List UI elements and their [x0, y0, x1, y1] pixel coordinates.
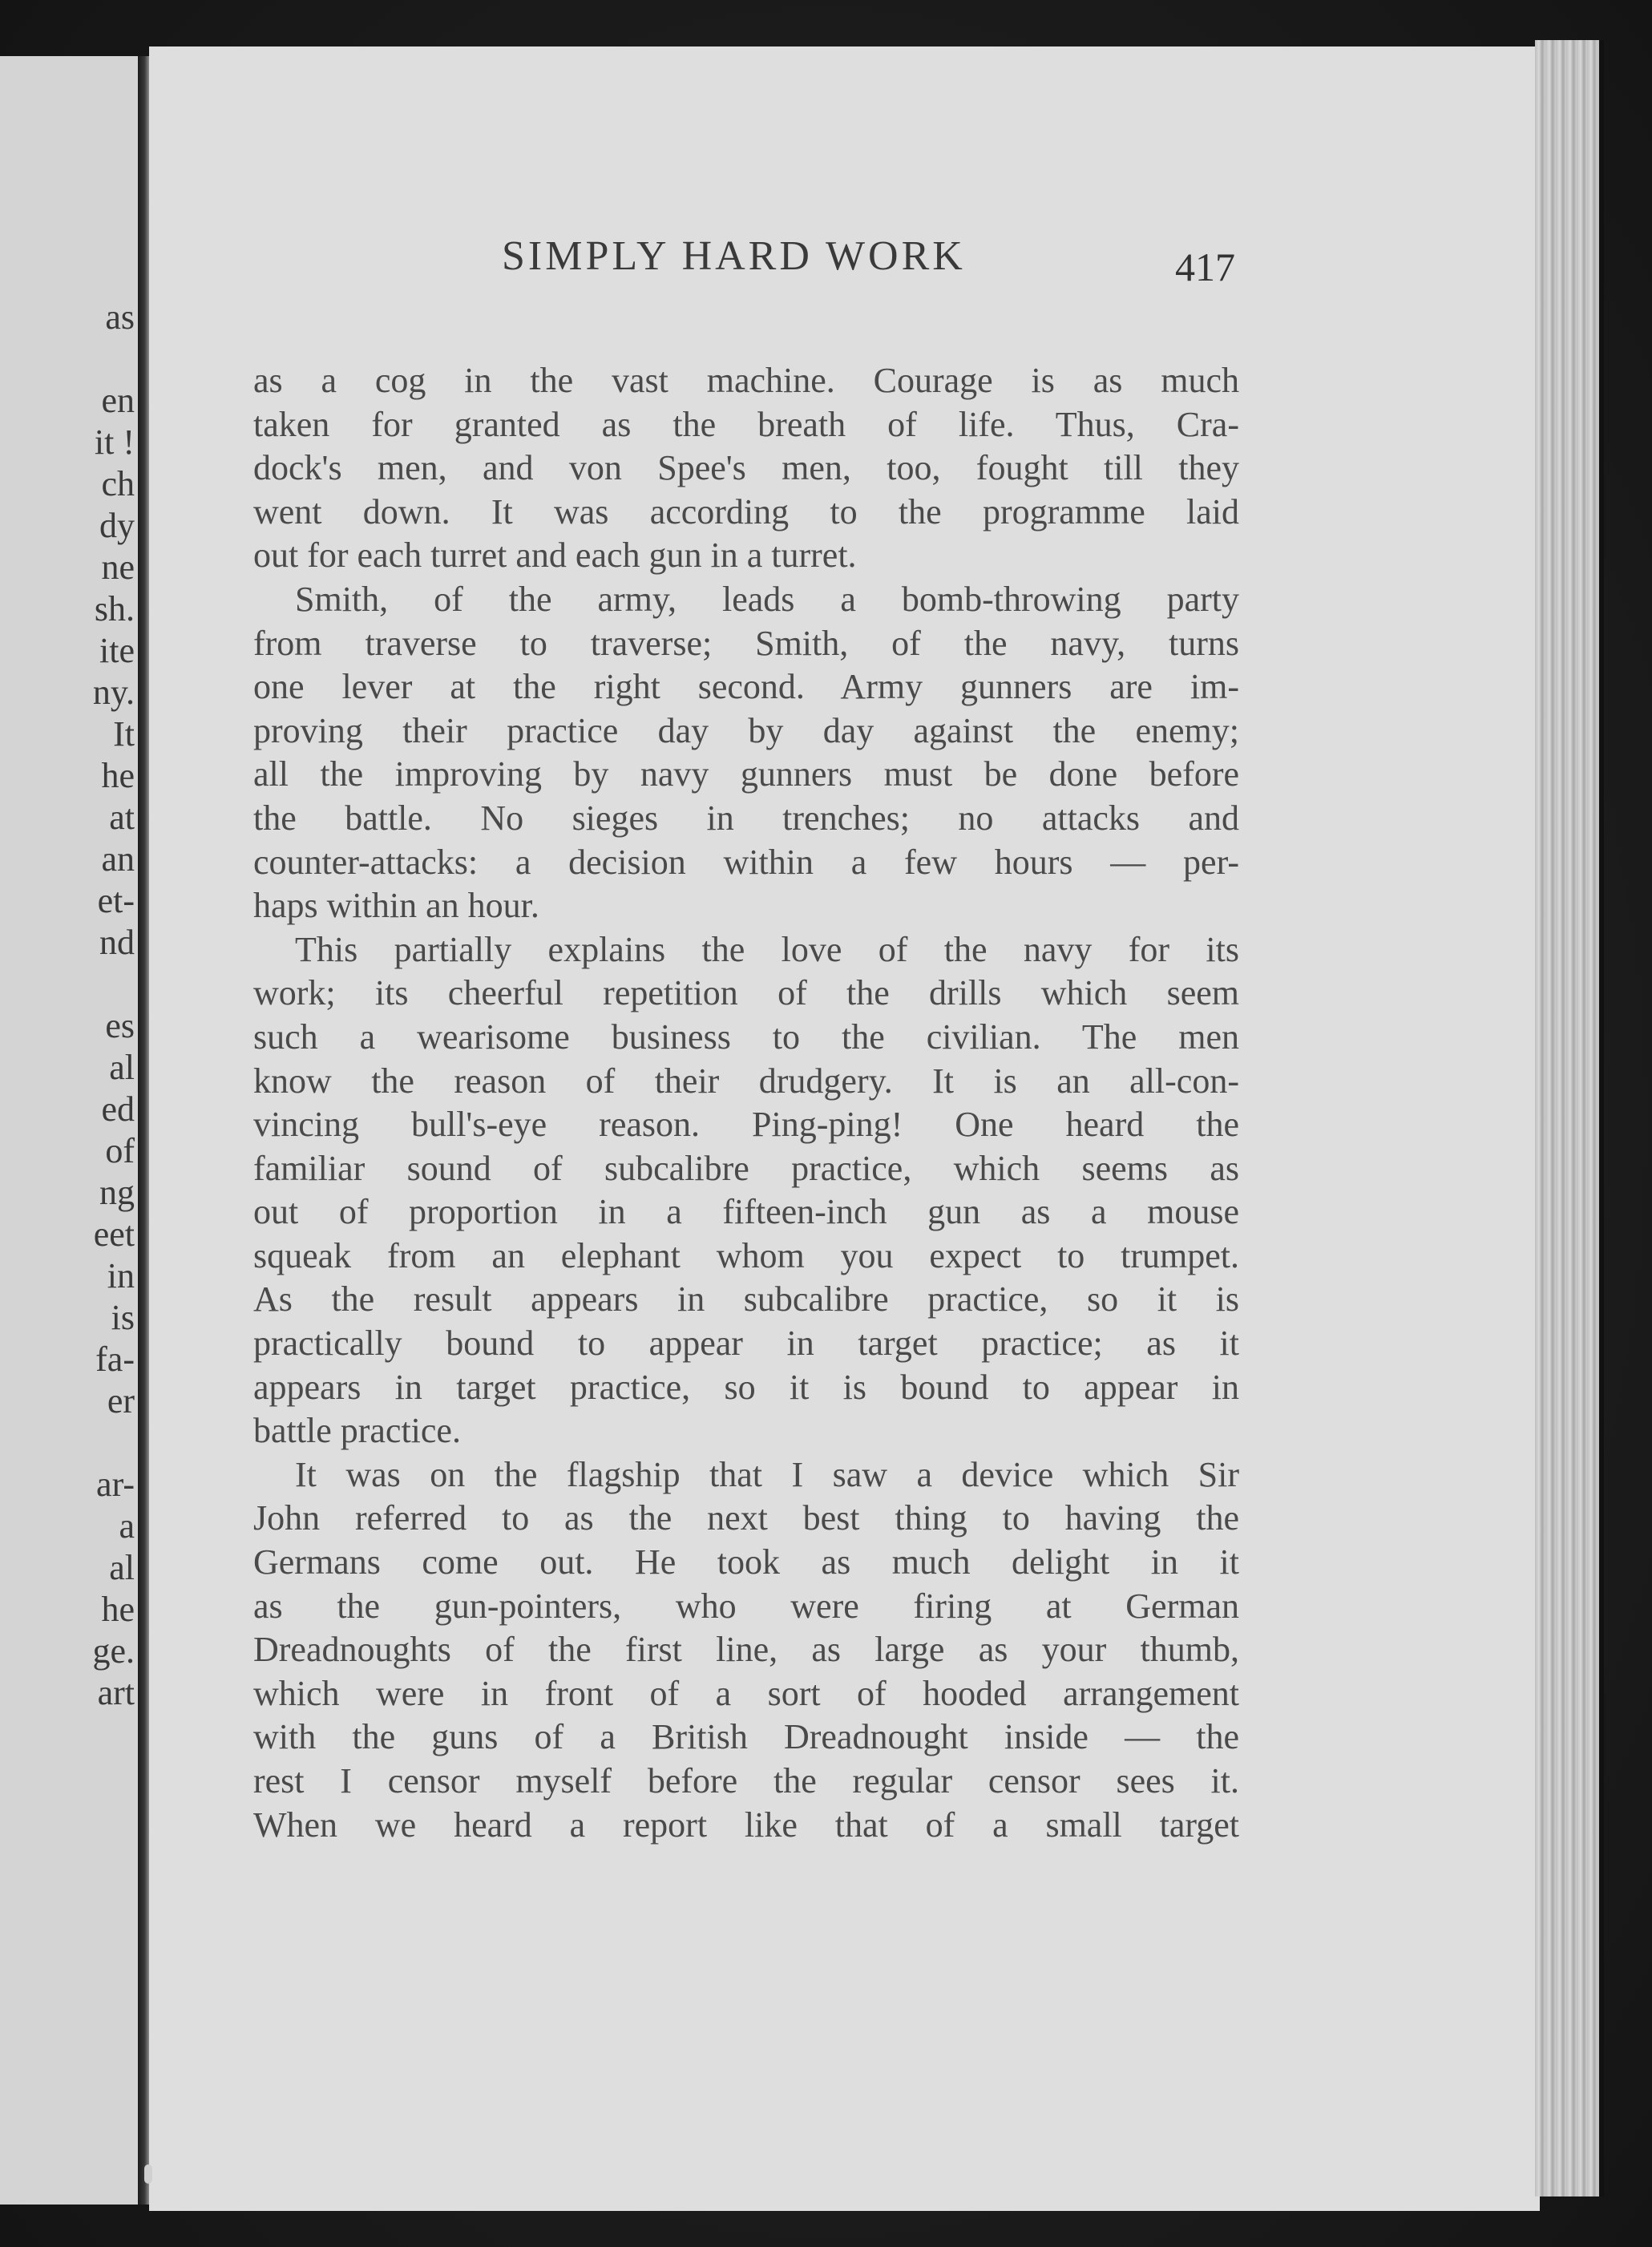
book-gutter — [138, 56, 149, 2205]
text-line: went down. It was according to the programme laid — [253, 491, 1239, 531]
text-line: It was on the flagship that I saw a device which Sir — [295, 1454, 1239, 1494]
facing-page-line: en — [101, 381, 135, 420]
text-line: practically bound to appear in target practice; as it — [253, 1324, 1239, 1364]
facing-page-line — [0, 1422, 135, 1464]
text-line: as the gun-pointers, who were firing at German — [253, 1586, 1239, 1626]
text-line: squeak from an elephant whom you expect to trumpet. — [253, 1235, 1239, 1275]
facing-page-line: at — [109, 798, 135, 837]
facing-page-line — [0, 338, 135, 380]
text-line: appears in target practice, so it is bound to appear in — [253, 1367, 1239, 1407]
text-line: Smith, of the army, leads a bomb-throwing party — [295, 579, 1239, 619]
text-line: the battle. No sieges in trenches; no attacks and — [253, 798, 1239, 838]
facing-page-line: as — [105, 297, 135, 337]
facing-page-line: ar- — [96, 1465, 135, 1504]
text-line: As the result appears in subcalibre practice, so it is — [253, 1279, 1239, 1320]
facing-page-line: a — [119, 1506, 135, 1546]
facing-page-line: nd — [99, 923, 135, 962]
facing-page-line: is — [111, 1298, 135, 1337]
text-line: Germans come out. He took as much delight in it — [253, 1542, 1239, 1582]
facing-page-line: he — [101, 756, 135, 795]
text-line: dock's men, and von Spee's men, too, fought till they — [253, 448, 1239, 488]
paragraph — [253, 359, 1239, 578]
text-line: When we heard a report like that of a small target — [253, 1804, 1239, 1845]
text-line: familiar sound of subcalibre practice, which seems as — [253, 1148, 1239, 1188]
facing-page-line: it ! — [94, 422, 135, 462]
page-number: 417 — [1175, 245, 1235, 289]
text-line: counter-attacks: a decision within a few hours — per- — [253, 842, 1239, 882]
text-line: haps within an hour. — [253, 886, 539, 926]
text-line: work; its cheerful repetition of the drills which seem — [253, 973, 1239, 1013]
facing-page-fragment — [0, 56, 141, 2205]
text-line: with the guns of a British Dreadnought inside — the — [253, 1717, 1239, 1757]
text-line: This partially explains the love of the navy for its — [295, 929, 1239, 969]
facing-page-line — [0, 964, 135, 1005]
text-line: rest I censor myself before the regular censor sees it. — [253, 1761, 1239, 1800]
text-line: out of proportion in a fifteen-inch gun as a mouse — [253, 1192, 1239, 1232]
paragraph — [253, 928, 1239, 1453]
facing-page-line: eet — [93, 1214, 135, 1254]
text-line: know the reason of their drudgery. It is an all-con- — [253, 1061, 1239, 1101]
facing-page-line: dy — [99, 506, 135, 545]
facing-page-line: It — [113, 714, 135, 754]
text-line: proving their practice day by day against the enemy; — [253, 710, 1239, 750]
facing-page-line: ite — [99, 631, 135, 670]
facing-page-line: an — [101, 839, 135, 879]
text-line: taken for granted as the breath of life. Thus, Cra- — [253, 404, 1239, 444]
text-line: out for each turret and each gun in a turret. — [253, 535, 857, 576]
facing-page-line: he — [101, 1590, 135, 1629]
facing-page-line: sh. — [94, 589, 135, 628]
paragraph — [253, 1453, 1239, 1847]
facing-page-line: al — [109, 1048, 135, 1087]
page-edges — [1535, 40, 1599, 2196]
facing-page-text — [0, 297, 135, 1714]
text-line: John referred to as the next best thing to having the — [253, 1498, 1239, 1538]
text-line: such a wearisome business to the civilian. The men — [253, 1016, 1239, 1057]
running-head — [149, 232, 1540, 297]
paragraph — [253, 578, 1239, 928]
text-line: one lever at the right second. Army gunners are im- — [253, 667, 1239, 707]
facing-page-line: art — [97, 1673, 135, 1712]
text-line: vincing bull's-eye reason. Ping-ping! One heard the — [253, 1105, 1239, 1145]
facing-page-line: ge. — [92, 1631, 135, 1671]
facing-page-line: ny. — [92, 673, 135, 712]
facing-page-line: al — [109, 1548, 135, 1587]
facing-page-line: ng — [99, 1173, 135, 1212]
text-line: battle practice. — [253, 1411, 461, 1451]
facing-page-line: ch — [101, 464, 135, 503]
book-page — [149, 46, 1540, 2211]
text-line: which were in front of a sort of hooded arrangement — [253, 1673, 1239, 1713]
text-line: from traverse to traverse; Smith, of the navy, turns — [253, 623, 1239, 663]
facing-page-line: fa- — [95, 1340, 135, 1379]
facing-page-line: er — [107, 1381, 135, 1421]
facing-page-line: of — [105, 1131, 135, 1170]
text-line: as a cog in the vast machine. Courage is as much — [253, 361, 1239, 400]
facing-page-line: et- — [97, 881, 135, 920]
facing-page-line: es — [105, 1006, 135, 1045]
body-text — [253, 359, 1239, 1847]
facing-page-line: ne — [101, 548, 135, 587]
text-line: Dreadnoughts of the first line, as large as your thumb, — [253, 1630, 1239, 1670]
text-line: all the improving by navy gunners must be done before — [253, 754, 1239, 794]
scan-artifact — [144, 2164, 152, 2184]
facing-page-line: ed — [101, 1089, 135, 1129]
facing-page-line: in — [107, 1256, 135, 1295]
running-title: SIMPLY HARD WORK — [502, 233, 966, 279]
